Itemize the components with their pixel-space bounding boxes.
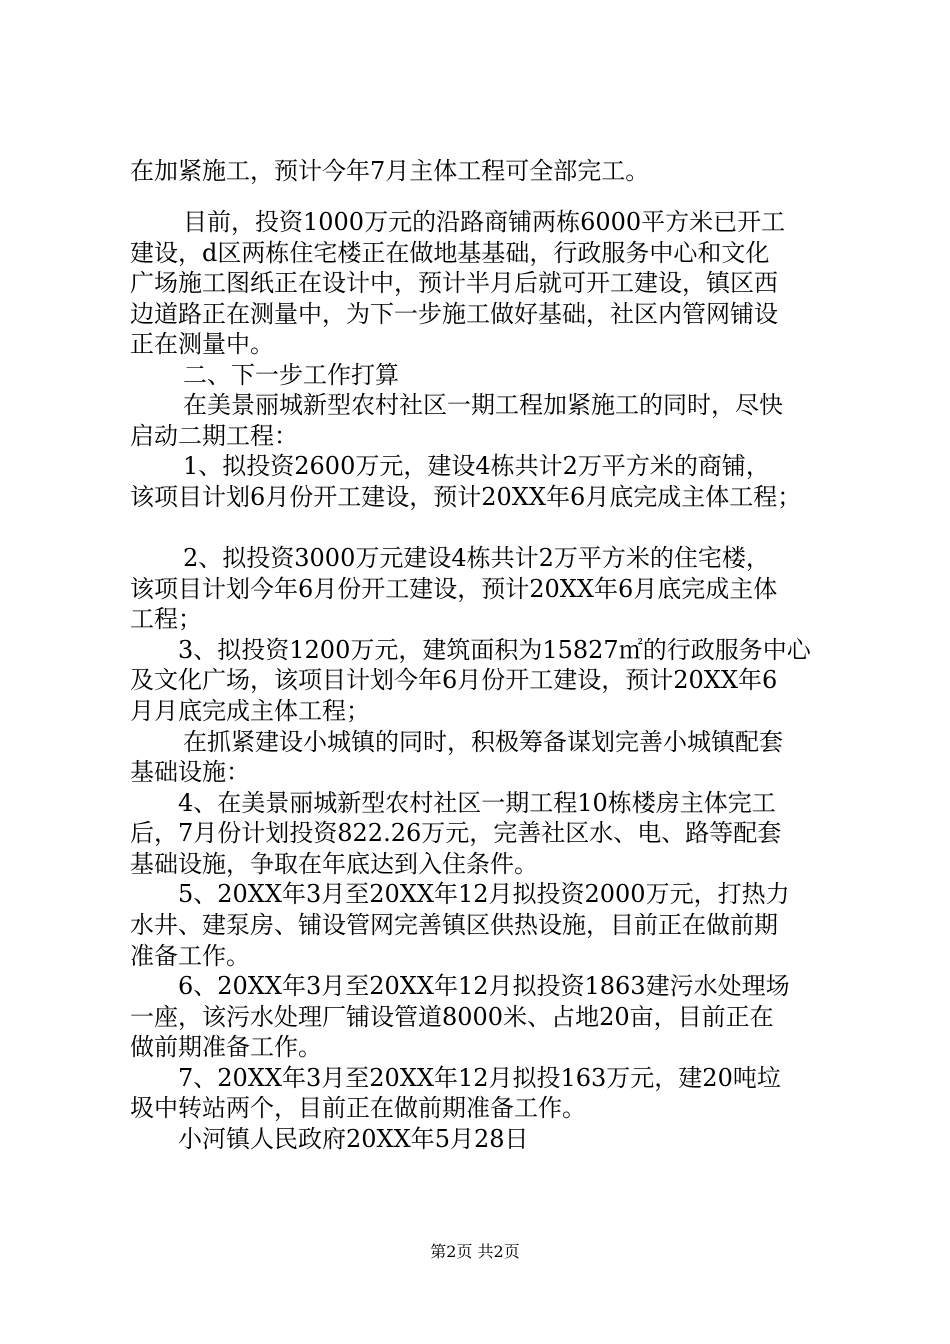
body-line: 后，7月份计划投资822.26万元，完善社区水、电、路等配套 <box>130 819 782 847</box>
body-line: 3、拟投资1200万元，建筑面积为15827㎡的行政服务中心 <box>178 636 811 664</box>
body-line: 6、20XX年3月至20XX年12月拟投资1863建污水处理场 <box>178 972 790 1000</box>
body-line: 该项目计划6月份开工建设，预计20XX年6月底完成主体工程； <box>130 483 802 511</box>
body-line: 建设，d区两栋住宅楼正在做地基基础，行政服务中心和文化 <box>130 239 770 267</box>
body-line: 4、在美景丽城新型农村社区一期工程10栋楼房主体完工 <box>178 789 776 817</box>
body-line: 1、拟投资2600万元，建设4栋共计2万平方米的商铺， <box>183 452 770 480</box>
body-line: 广场施工图纸正在设计中，预计半月后就可开工建设，镇区西 <box>130 269 778 297</box>
body-line: 该项目计划今年6月份开工建设，预计20XX年6月底完成主体 <box>130 575 778 603</box>
body-line: 边道路正在测量中，为下一步施工做好基础，社区内管网铺设 <box>130 300 778 328</box>
section-heading: 二、下一步工作打算 <box>183 361 399 389</box>
body-line: 目前，投资1000万元的沿路商铺两栋6000平方米已开工 <box>183 208 786 236</box>
signature-line: 小河镇人民政府20XX年5月28日 <box>178 1125 529 1153</box>
body-line: 基础设施： <box>130 758 250 786</box>
body-line: 做前期准备工作。 <box>130 1033 322 1061</box>
body-line: 启动二期工程： <box>130 422 298 450</box>
body-line: 及文化广场，该项目计划今年6月份开工建设，预计20XX年6 <box>130 666 778 694</box>
page-footer: 第2页 共2页 <box>430 1242 520 1261</box>
body-line: 正在测量中。 <box>130 330 274 358</box>
body-line: 工程； <box>130 605 202 633</box>
body-line: 准备工作。 <box>130 942 250 970</box>
body-line: 月月底完成主体工程； <box>130 697 370 725</box>
body-line: 在美景丽城新型农村社区一期工程加紧施工的同时，尽快 <box>183 391 783 419</box>
body-line: 圾中转站两个，目前正在做前期准备工作。 <box>130 1094 586 1122</box>
body-line: 在抓紧建设小城镇的同时，积极筹备谋划完善小城镇配套 <box>183 728 783 756</box>
body-line: 基础设施，争取在年底达到入住条件。 <box>130 850 538 878</box>
body-line: 水井、建泵房、铺设管网完善镇区供热设施，目前正在做前期 <box>130 911 778 939</box>
body-line: 7、20XX年3月至20XX年12月拟投163万元，建20吨垃 <box>178 1064 781 1092</box>
body-line: 2、拟投资3000万元建设4栋共计2万平方米的住宅楼， <box>183 544 770 572</box>
body-line: 在加紧施工，预计今年7月主体工程可全部完工。 <box>130 157 650 185</box>
body-line: 5、20XX年3月至20XX年12月拟投资2000万元，打热力 <box>178 880 790 908</box>
body-line: 一座，该污水处理厂铺设管道8000米、占地20亩，目前正在 <box>130 1003 774 1031</box>
